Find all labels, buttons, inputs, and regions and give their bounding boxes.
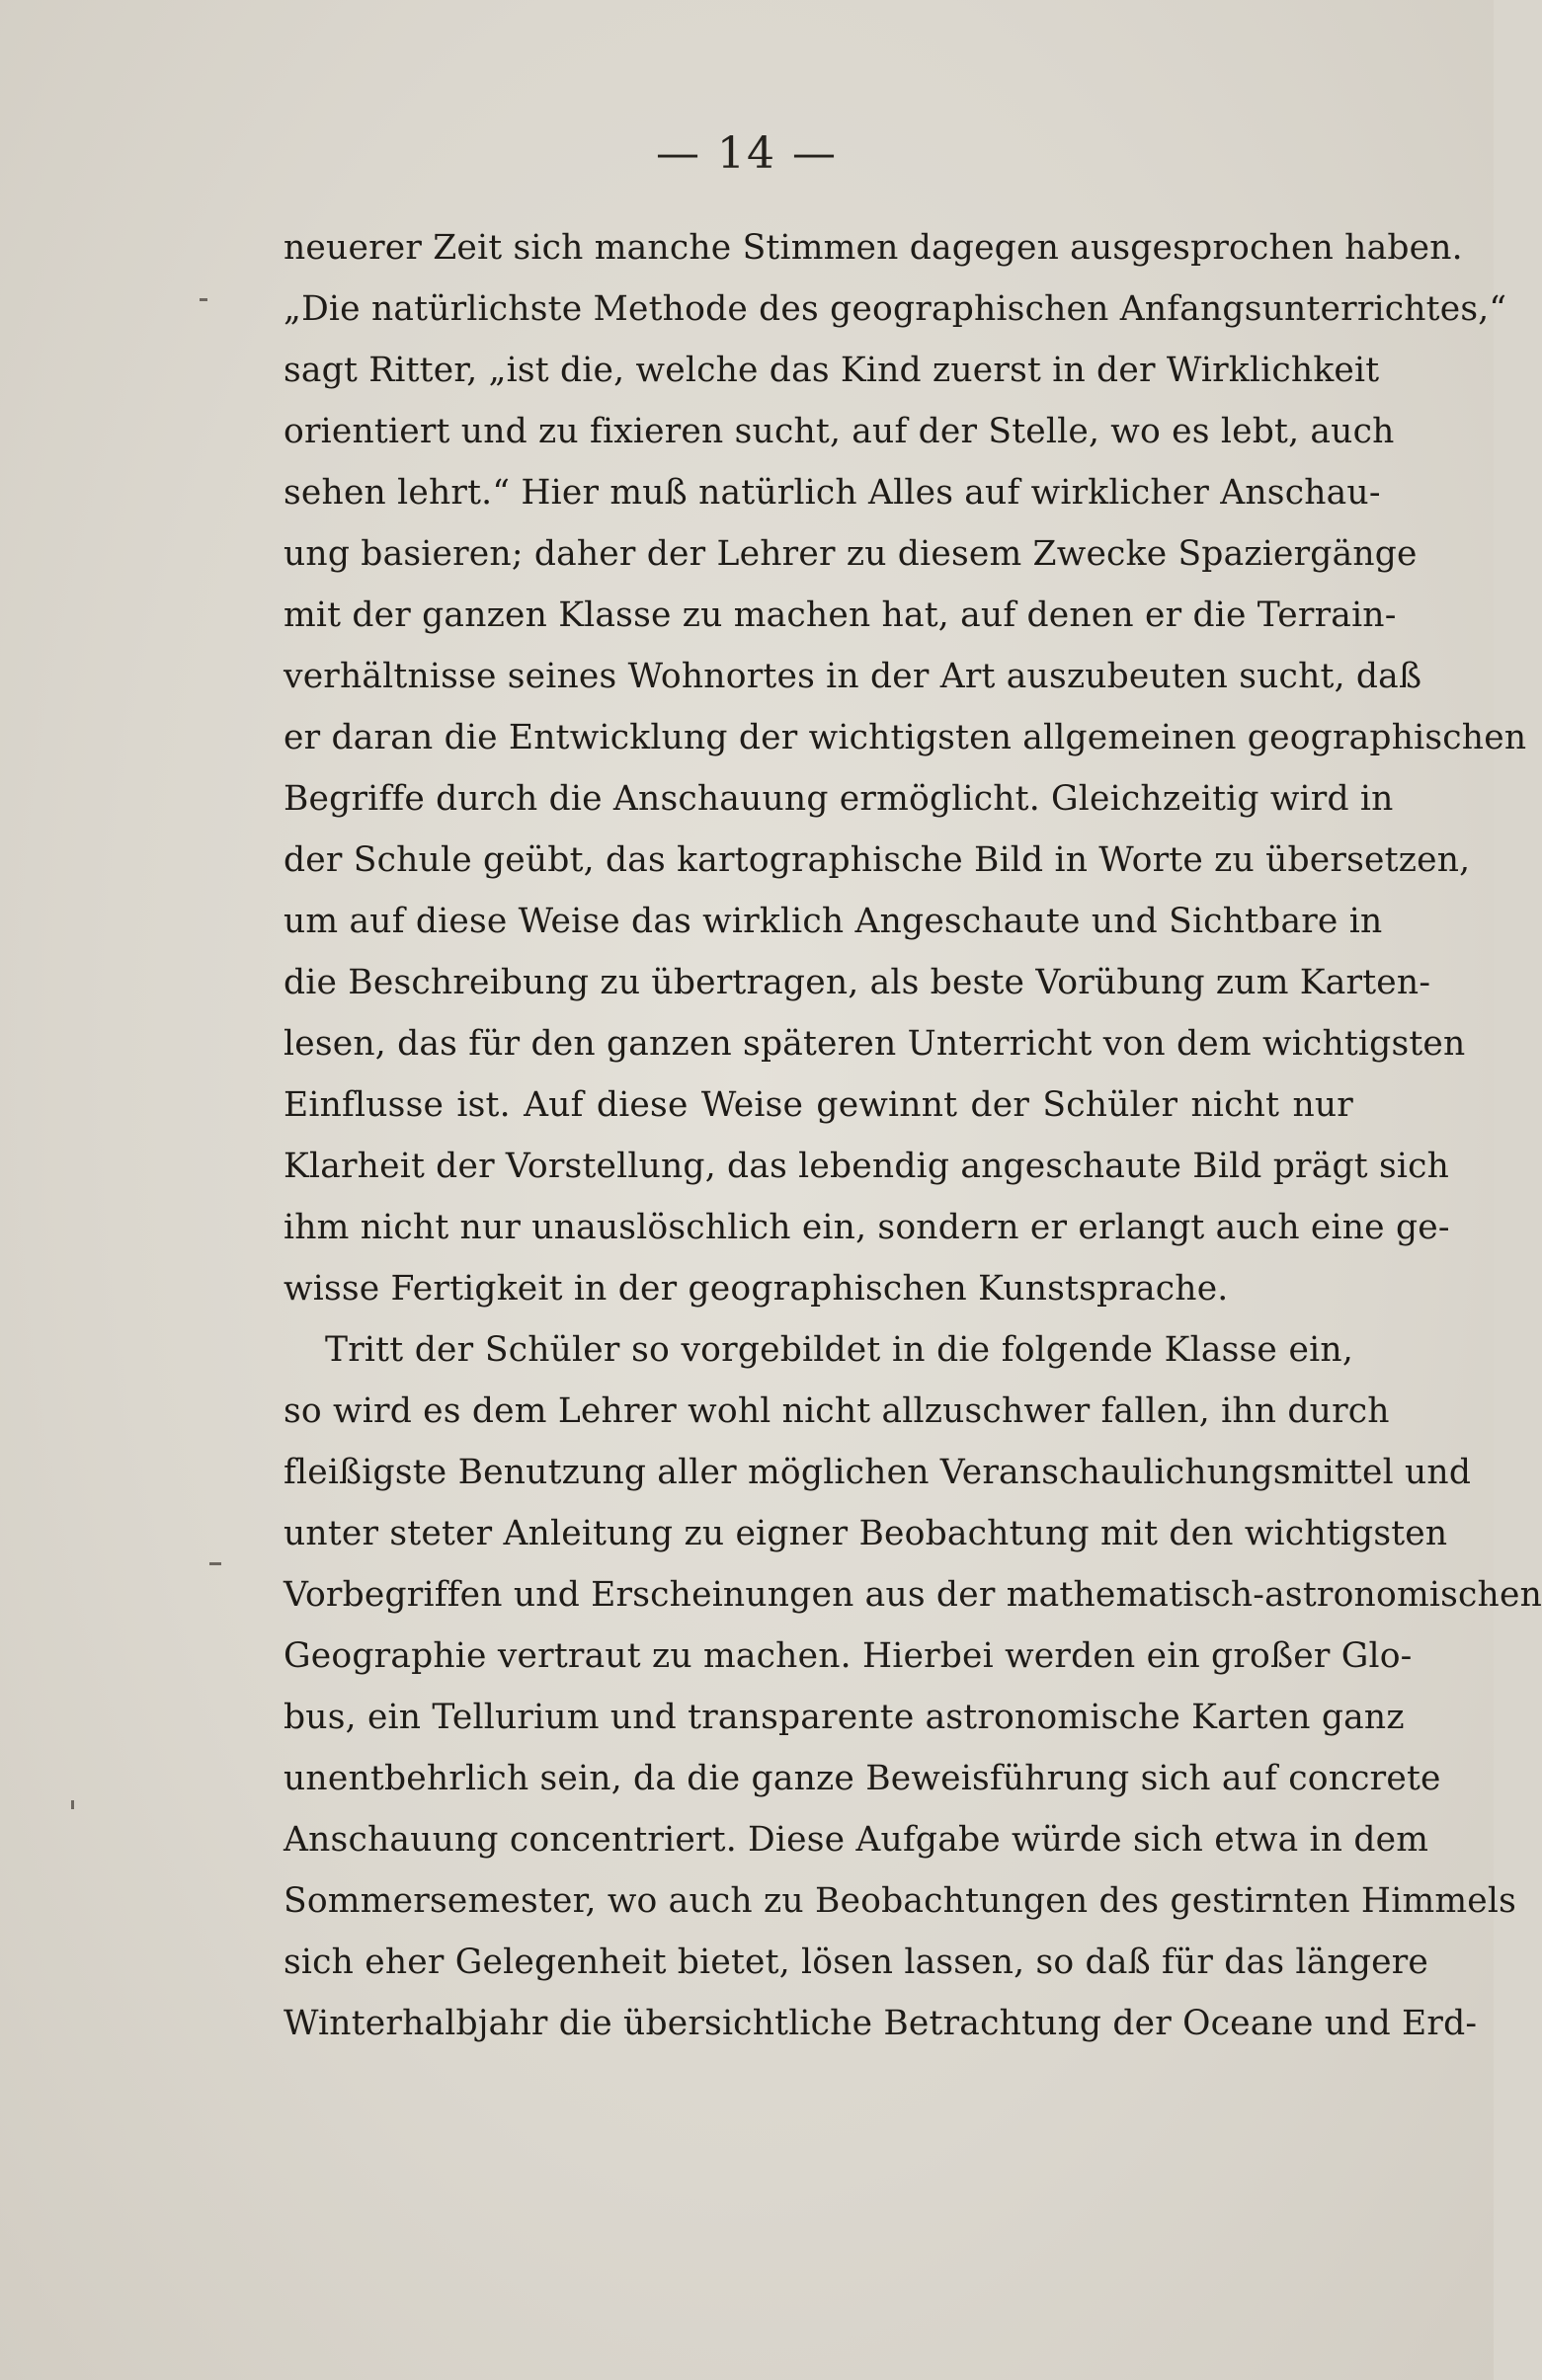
page-number: — 14 — <box>656 128 838 179</box>
text-line: verhältnisse seines Wohnortes in der Art auszubeuten sucht, daß <box>284 657 1422 696</box>
text-line: Vorbegriffen und Erscheinungen aus der mathematisch-astronomischen <box>284 1575 1542 1615</box>
margin-speck <box>200 298 207 301</box>
text-line: fleißigste Benutzung aller möglichen Veranschaulichungsmittel und <box>284 1453 1472 1492</box>
text-line: so wird es dem Lehrer wohl nicht allzuschwer fallen, ihn durch <box>284 1391 1390 1431</box>
text-line: unentbehrlich sein, da die ganze Beweisführung sich auf concrete <box>284 1759 1441 1798</box>
text-line: Winterhalbjahr die übersichtliche Betrachtung der Oceane und Erd- <box>284 2004 1478 2043</box>
text-line: der Schule geübt, das kartographische Bild in Worte zu übersetzen, <box>284 840 1471 880</box>
paragraph-end-line: wisse Fertigkeit in der geographischen Kunstsprache. <box>284 1269 1229 1309</box>
text-line: lesen, das für den ganzen späteren Unterricht von dem wichtigsten <box>284 1024 1466 1064</box>
body-text <box>284 217 1542 2054</box>
text-line: orientiert und zu fixieren sucht, auf der Stelle, wo es lebt, auch <box>284 412 1395 451</box>
text-line: Begriffe durch die Anschauung ermöglicht. Gleichzeitig wird in <box>284 779 1394 819</box>
text-line: Einflusse ist. Auf diese Weise gewinnt der Schüler nicht nur <box>284 1085 1353 1125</box>
text-line: ihm nicht nur unauslöschlich ein, sondern er erlangt auch eine ge- <box>284 1208 1450 1247</box>
text-line: Anschauung concentriert. Diese Aufgabe würde sich etwa in dem <box>284 1820 1429 1860</box>
text-line: ung basieren; daher der Lehrer zu diesem Zwecke Spaziergänge <box>284 534 1418 574</box>
text-line: mit der ganzen Klasse zu machen hat, auf denen er die Terrain- <box>284 595 1397 635</box>
text-line: bus, ein Tellurium und transparente astronomische Karten ganz <box>284 1698 1405 1737</box>
text-line: sagt Ritter, „ist die, welche das Kind zuerst in der Wirklichkeit <box>284 351 1380 390</box>
margin-speck <box>71 1800 74 1809</box>
text-line: die Beschreibung zu übertragen, als beste Vorübung zum Karten- <box>284 963 1431 1002</box>
text-line: Sommersemester, wo auch zu Beobachtungen des gestirnten Himmels <box>284 1881 1517 1921</box>
margin-speck <box>209 1562 221 1565</box>
text-line: er daran die Entwicklung der wichtigsten allgemeinen geographischen <box>284 718 1527 757</box>
text-line: unter steter Anleitung zu eigner Beobachtung mit den wichtigsten <box>284 1514 1448 1553</box>
text-line: Geographie vertraut zu machen. Hierbei werden ein großer Glo- <box>284 1636 1413 1676</box>
text-line: um auf diese Weise das wirklich Angeschaute und Sichtbare in <box>284 902 1383 941</box>
text-line: neuerer Zeit sich manche Stimmen dagegen ausgesprochen haben. <box>284 228 1463 268</box>
text-line: sehen lehrt.“ Hier muß natürlich Alles auf wirklicher Anschau- <box>284 473 1381 513</box>
text-line: sich eher Gelegenheit bietet, lösen lassen, so daß für das längere <box>284 1943 1429 1982</box>
text-line: Klarheit der Vorstellung, das lebendig angeschaute Bild prägt sich <box>284 1147 1450 1186</box>
paragraph-start-line: Tritt der Schüler so vorgebildet in die folgende Klasse ein, <box>325 1330 1353 1370</box>
text-line: „Die natürlichste Methode des geographischen Anfangsunterrichtes,“ <box>284 289 1507 329</box>
